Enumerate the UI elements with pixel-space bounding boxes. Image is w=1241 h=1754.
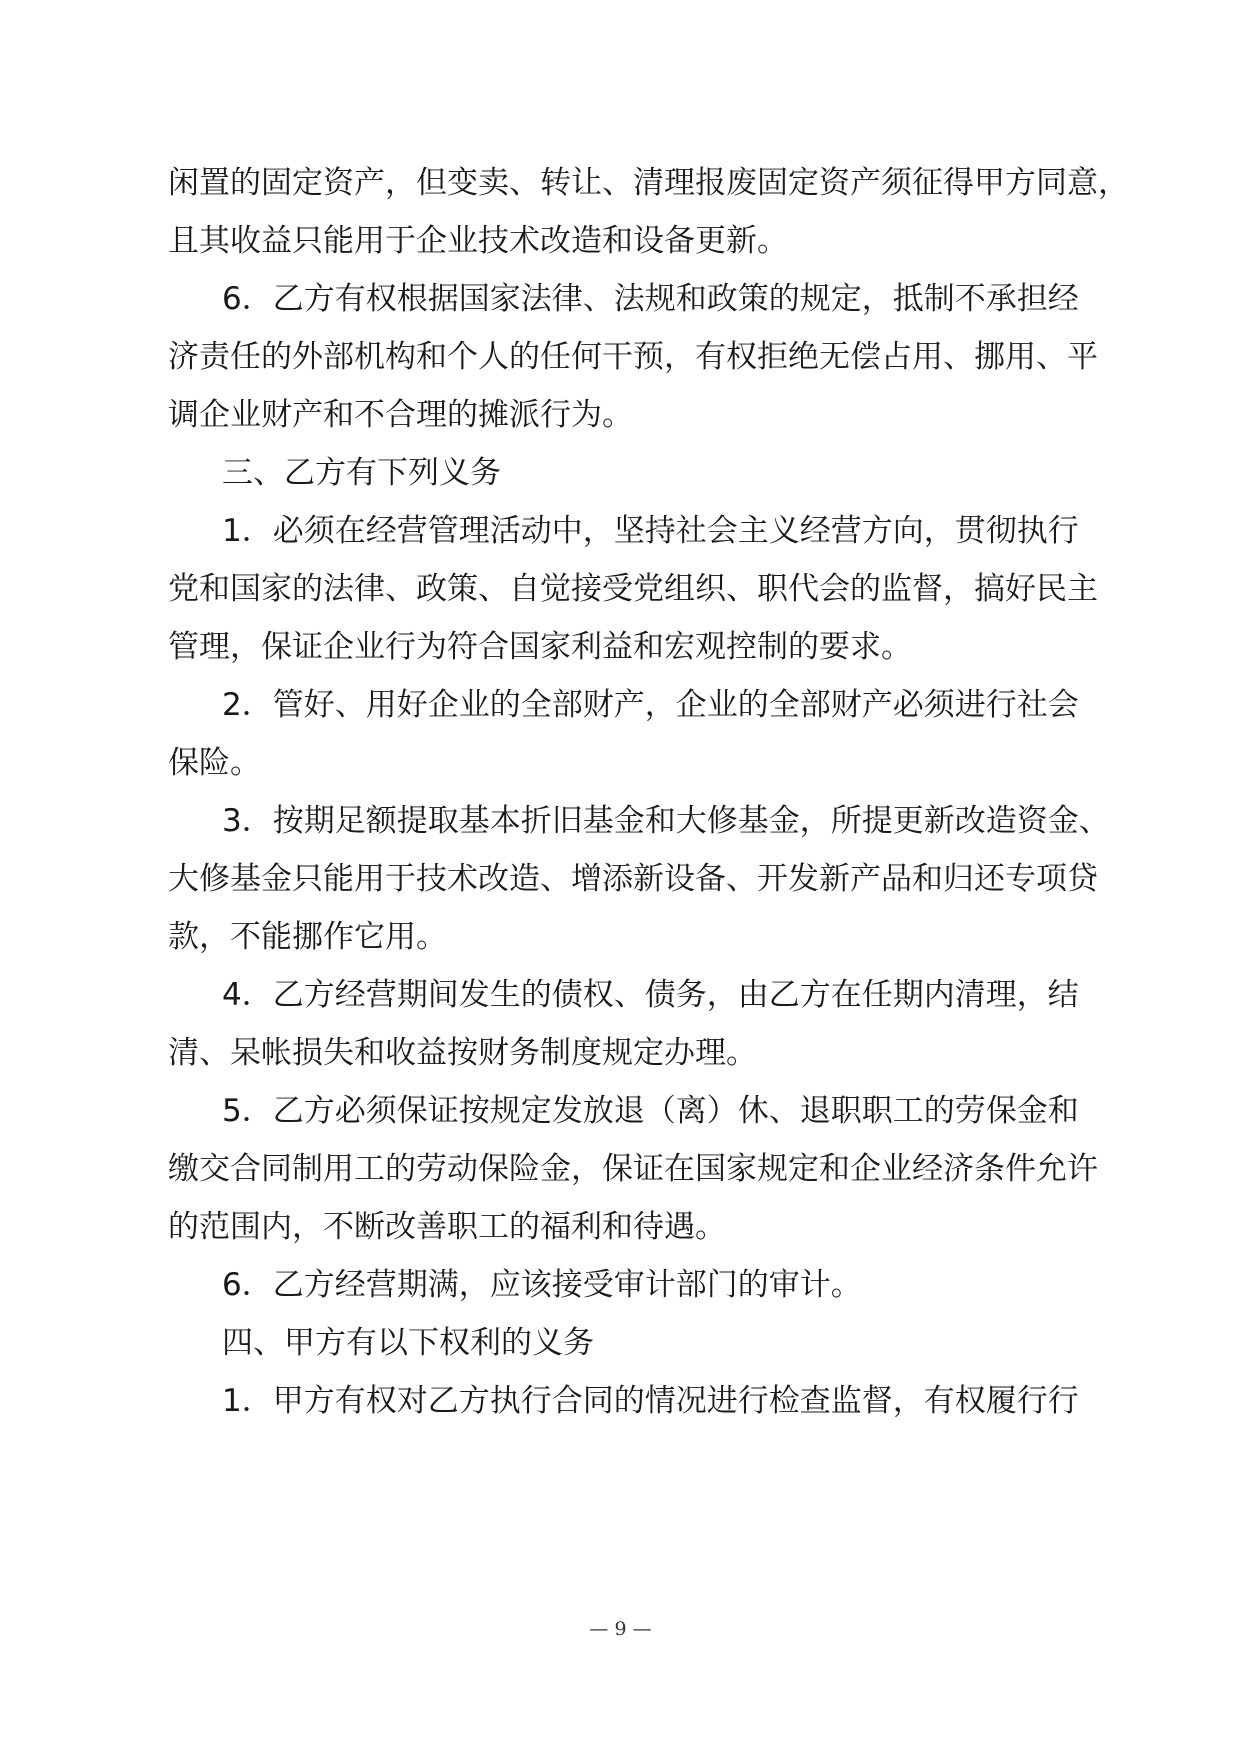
paragraph-line: 款，不能挪作它用。 <box>168 919 447 955</box>
paragraph-first-line: 2．管好、用好企业的全部财产，企业的全部财产必须进行社会 <box>222 687 1079 723</box>
section-heading: 三、乙方有下列义务 <box>222 455 501 491</box>
paragraph-line: 保险。 <box>168 745 261 781</box>
paragraph-line: 党和国家的法律、政策、自觉接受党组织、职代会的监督，搞好民主 <box>168 571 1098 607</box>
paragraph-first-line: 4．乙方经营期间发生的债权、债务，由乙方在任期内清理，结 <box>222 977 1079 1013</box>
paragraph-first-line: 5．乙方必须保证按规定发放退（离）休、退职职工的劳保金和 <box>222 1093 1079 1129</box>
paragraph-first-line: 6．乙方有权根据国家法律、法规和政策的规定，抵制不承担经 <box>222 281 1079 317</box>
paragraph-first-line: 1．甲方有权对乙方执行合同的情况进行检查监督，有权履行行 <box>222 1383 1079 1419</box>
paragraph-first-line: 3．按期足额提取基本折旧基金和大修基金，所提更新改造资金、 <box>222 803 1110 839</box>
page-number: — 9 — <box>589 1618 652 1640</box>
paragraph-line: 且其收益只能用于企业技术改造和设备更新。 <box>168 223 788 259</box>
paragraph-line: 的范围内，不断改善职工的福利和待遇。 <box>168 1209 726 1245</box>
paragraph-line: 缴交合同制用工的劳动保险金，保证在国家规定和企业经济条件允许 <box>168 1151 1098 1187</box>
paragraph-first-line: 1．必须在经营管理活动中，坚持社会主义经营方向，贯彻执行 <box>222 513 1079 549</box>
paragraph-line: 闲置的固定资产，但变卖、转让、清理报废固定资产须征得甲方同意， <box>168 165 1129 201</box>
paragraph-first-line: 6．乙方经营期满，应该接受审计部门的审计。 <box>222 1267 862 1303</box>
paragraph-line: 大修基金只能用于技术改造、增添新设备、开发新产品和归还专项贷 <box>168 861 1098 897</box>
paragraph-line: 管理，保证企业行为符合国家利益和宏观控制的要求。 <box>168 629 912 665</box>
section-heading: 四、甲方有以下权利的义务 <box>222 1325 594 1361</box>
paragraph-line: 清、呆帐损失和收益按财务制度规定办理。 <box>168 1035 757 1071</box>
paragraph-line: 济责任的外部机构和个人的任何干预，有权拒绝无偿占用、挪用、平 <box>168 339 1098 375</box>
paragraph-line: 调企业财产和不合理的摊派行为。 <box>168 397 633 433</box>
